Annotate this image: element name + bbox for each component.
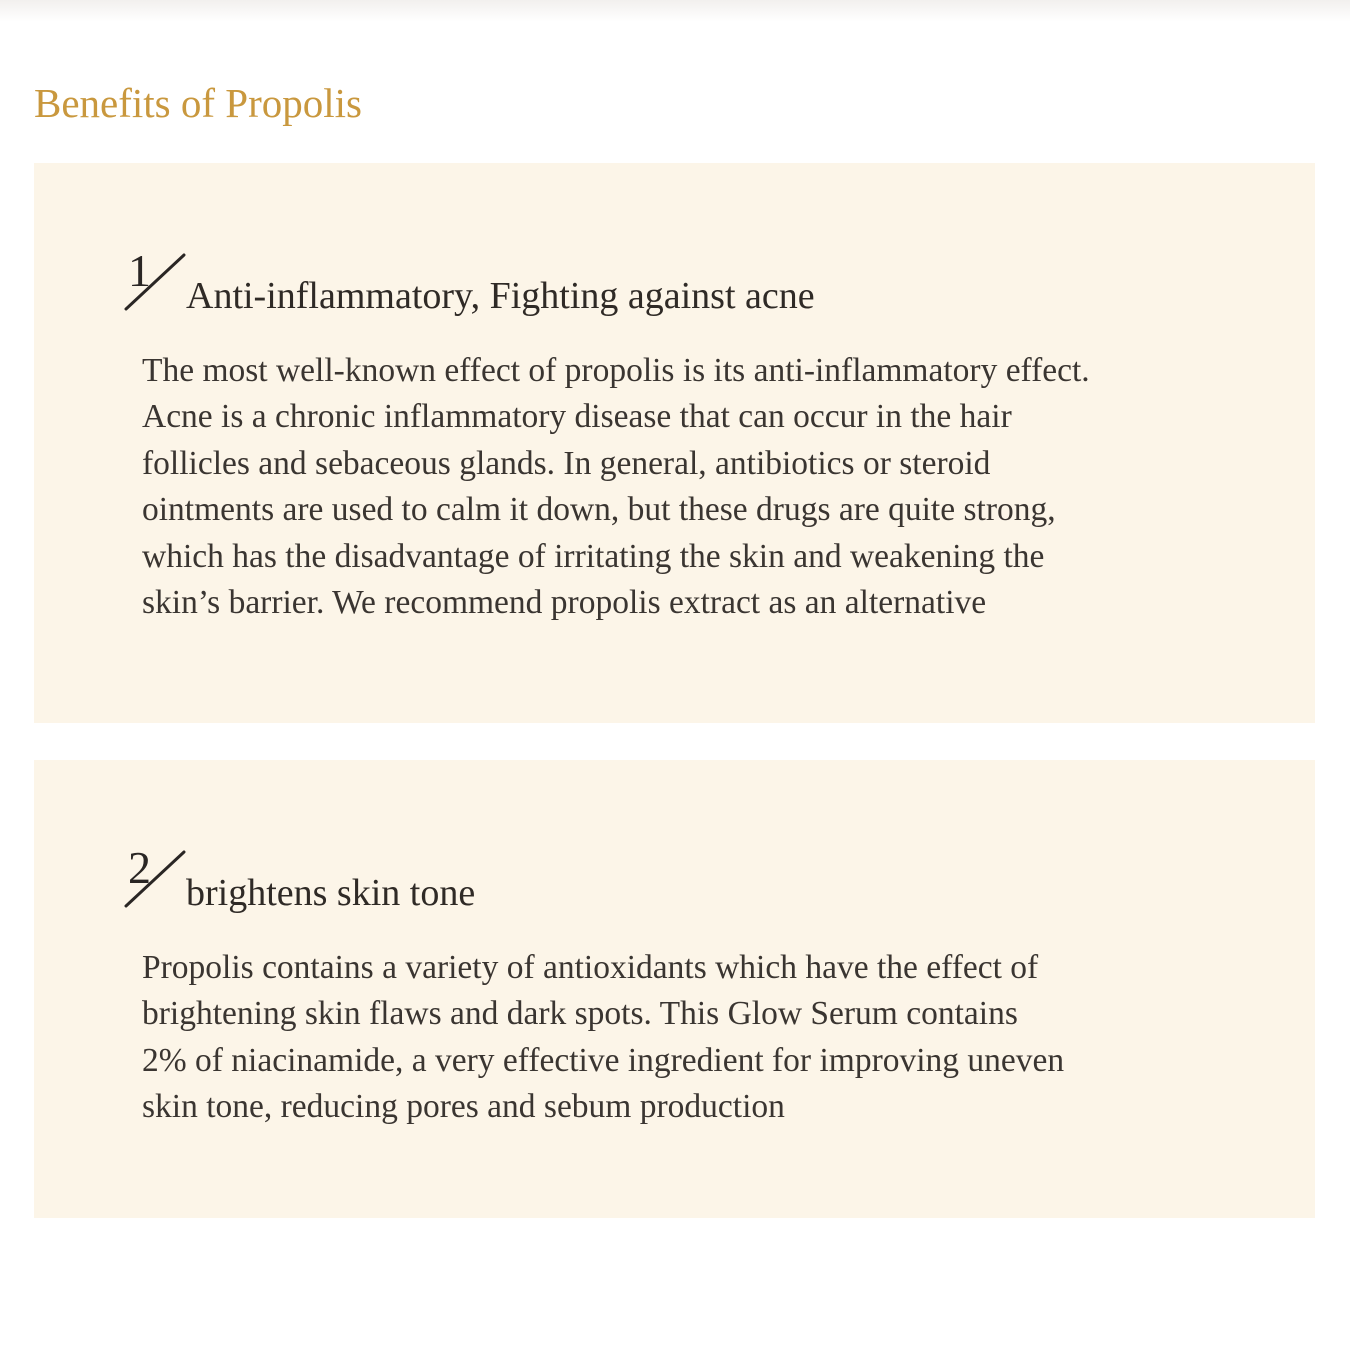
body-line: The most well-known effect of propolis is its anti-inflammatory effect.: [142, 352, 1090, 389]
benefit-heading-2: [124, 842, 1224, 916]
body-line: follicles and sebaceous glands. In general, antibiotics or steroid: [142, 444, 991, 482]
body-line: Propolis contains a variety of antioxidants which have the effect of: [142, 949, 1039, 986]
body-line: which has the disadvantage of irritating the skin and weakening the: [142, 537, 1045, 575]
benefit-title-1: Anti-inflammatory, Fighting against acne: [186, 275, 815, 317]
top-shade: [0, 0, 1350, 22]
benefit-card-2: [34, 760, 1315, 1218]
benefit-card-1: [34, 163, 1315, 723]
benefit-title-2: brightens skin tone: [186, 872, 476, 914]
benefit-heading-1: [124, 245, 1224, 319]
benefit-body-1: [142, 348, 1252, 626]
body-line: Acne is a chronic inflammatory disease that can occur in the hair: [142, 398, 1012, 436]
body-line: skin tone, reducing pores and sebum production: [142, 1088, 785, 1126]
benefit-number-1: [124, 245, 192, 315]
body-line: brightening skin flaws and dark spots. This Glow Serum contains: [142, 995, 1018, 1033]
benefit-number-digit: 2: [128, 842, 151, 893]
benefit-body-2: [142, 945, 1252, 1131]
slash-mark-icon: [124, 249, 192, 315]
benefit-number-digit: 1: [128, 245, 151, 296]
benefit-number-2: [124, 842, 192, 912]
body-line: ointments are used to calm it down, but these drugs are quite strong,: [142, 491, 1056, 529]
page-title: Benefits of Propolis: [34, 80, 362, 126]
body-line: 2% of niacinamide, a very effective ingredient for improving uneven: [142, 1041, 1065, 1079]
slash-mark-icon: [124, 846, 192, 912]
body-line: skin’s barrier. We recommend propolis extract as an alternative: [142, 584, 987, 622]
